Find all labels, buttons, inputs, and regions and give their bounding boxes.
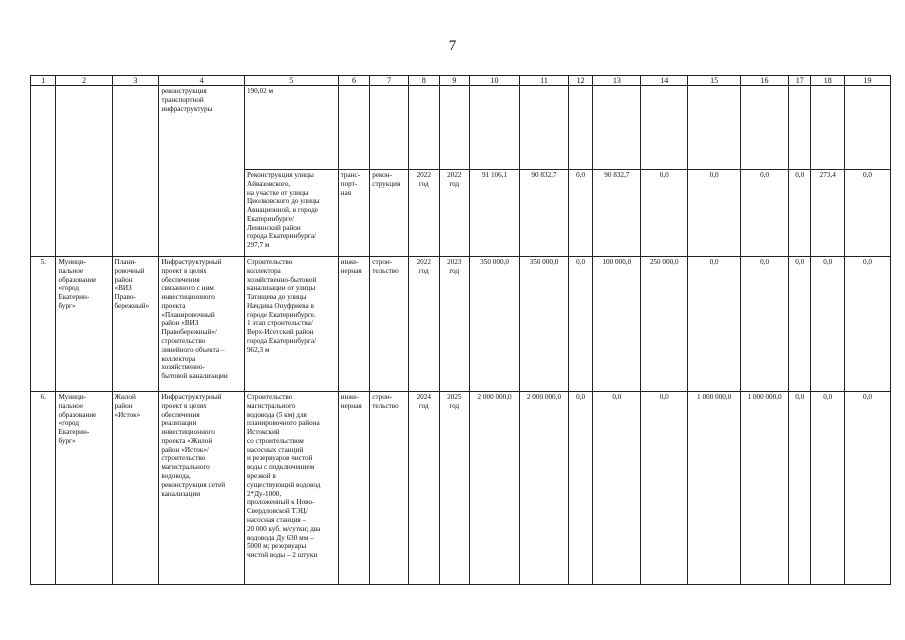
column-number: 4 <box>159 76 245 86</box>
cell-value: 90 832,7 <box>593 170 641 257</box>
column-number: 6 <box>338 76 370 86</box>
table-row <box>31 86 891 170</box>
column-number: 16 <box>741 76 789 86</box>
cell-end: 2023 год <box>439 257 470 392</box>
cell-value: 0,0 <box>741 170 789 257</box>
cell-municipality <box>56 86 112 257</box>
table-row <box>31 392 891 585</box>
cell-municipality: Муници- пальное образование «город Екатерин- бург» <box>56 257 112 392</box>
column-number: 13 <box>593 76 641 86</box>
cell-work: строи- тельство <box>370 257 409 392</box>
column-number: 5 <box>244 76 338 86</box>
column-number: 10 <box>470 76 520 86</box>
cell-value: 0,0 <box>811 392 845 585</box>
cell-value: 0,0 <box>789 257 811 392</box>
cell-start: 2022 год <box>408 257 439 392</box>
cell-value: 0,0 <box>641 392 688 585</box>
cell-object: Реконструкция улицы Айвазовского, на участке от улицы Циолковского до улицы Авиационной, в городе Екатеринбурге/ Ленинский район города Екатеринбурга/ 297,7 м <box>244 170 338 257</box>
cell-value: 350 000,0 <box>520 257 569 392</box>
page-number: 7 <box>448 38 457 54</box>
cell-value: 0,0 <box>568 257 592 392</box>
column-number-row <box>31 76 891 86</box>
cell-value: 0,0 <box>568 392 592 585</box>
cell-value <box>520 86 569 170</box>
cell-number: 5. <box>31 257 56 392</box>
cell-value: 0,0 <box>593 392 641 585</box>
cell-value: 0,0 <box>811 257 845 392</box>
cell-district <box>112 86 159 257</box>
cell-value <box>811 86 845 170</box>
cell-value: 0,0 <box>789 392 811 585</box>
cell-value: 0,0 <box>741 257 789 392</box>
column-number: 12 <box>568 76 592 86</box>
cell-number: 6. <box>31 392 56 585</box>
column-number: 1 <box>31 76 56 86</box>
cell-project: Инфраструктурный проект в целях обеспечения связанного с ним инвестиционного проекта «Планировочный район «ВИЗ Правобережный»/ строительство линейного объекта – коллектора хозяйственно- бытовой канализации <box>159 257 245 392</box>
cell-value: 350 000,0 <box>470 257 520 392</box>
cell-value: 100 000,0 <box>593 257 641 392</box>
column-number: 14 <box>641 76 688 86</box>
cell-value <box>789 86 811 170</box>
cell-value <box>741 86 789 170</box>
cell-type <box>338 86 370 170</box>
cell-value <box>641 86 688 170</box>
cell-object: Строительство магистрального водовода (5 км) для планировочного района Истокский со строительством насосных станций и резервуаров чистой воды с подключением врезкой в существующий водовод 2*Ду-1000, проложенный к Ново- Свердловской ТЭЦ/ насосная станция – 20 000 куб. м/сутки; два водовода Ду 630 мм – 5000 м; резервуары чистой воды – 2 штуки <box>244 392 338 585</box>
cell-value <box>688 86 741 170</box>
cell-value: 0,0 <box>688 257 741 392</box>
cell-start <box>408 86 439 170</box>
cell-object: 190,02 м <box>244 86 338 170</box>
cell-start: 2022 год <box>408 170 439 257</box>
column-number: 7 <box>370 76 409 86</box>
cell-value <box>593 86 641 170</box>
column-number: 18 <box>811 76 845 86</box>
cell-value: 0,0 <box>568 170 592 257</box>
cell-value: 0,0 <box>845 257 891 392</box>
cell-end: 2022 год <box>439 170 470 257</box>
column-number: 11 <box>520 76 569 86</box>
cell-value: 0,0 <box>845 392 891 585</box>
cell-value <box>568 86 592 170</box>
cell-project: Инфраструктурный проект в целях обеспечения реализации инвестиционного проекта «Жилой район «Исток»/ строительство магистрального водовода, реконструкция сетей канализации <box>159 392 245 585</box>
cell-project: реконструкция транспортной инфраструктуры <box>159 86 245 257</box>
cell-value: 0,0 <box>789 170 811 257</box>
cell-type: инже- нерная <box>338 257 370 392</box>
column-number: 15 <box>688 76 741 86</box>
table-row <box>31 257 891 392</box>
cell-value: 2 000 000,0 <box>520 392 569 585</box>
column-number: 8 <box>408 76 439 86</box>
cell-value: 250 000,0 <box>641 257 688 392</box>
cell-work: рекон- струкция <box>370 170 409 257</box>
column-number: 3 <box>112 76 159 86</box>
cell-value: 90 832,7 <box>520 170 569 257</box>
cell-number <box>31 86 56 257</box>
column-number: 9 <box>439 76 470 86</box>
cell-value: 0,0 <box>845 170 891 257</box>
cell-object: Строительство коллектора хозяйственно-бытовой канализации от улицы Татищева до улицы Начдива Онуфриева в городе Екатеринбурге. 1 этап строительства/ Верх-Исетский район города Екатеринбурга/ 962,3 м <box>244 257 338 392</box>
cell-start: 2024 год <box>408 392 439 585</box>
cell-type: инже- нерная <box>338 392 370 585</box>
cell-municipality: Муници- пальное образование «город Екатерин- бург» <box>56 392 112 585</box>
cell-value <box>470 86 520 170</box>
cell-value: 0,0 <box>641 170 688 257</box>
cell-district: Плани- ровочный район «ВИЗ Право- бережный» <box>112 257 159 392</box>
cell-value: 2 000 000,0 <box>470 392 520 585</box>
cell-value: 1 000 000,0 <box>741 392 789 585</box>
cell-type: транс- порт- ная <box>338 170 370 257</box>
column-number: 2 <box>56 76 112 86</box>
cell-end <box>439 86 470 170</box>
investment-projects-table <box>30 75 891 585</box>
cell-value: 0,0 <box>688 170 741 257</box>
cell-district: Жилой район «Исток» <box>112 392 159 585</box>
cell-value: 273,4 <box>811 170 845 257</box>
cell-work <box>370 86 409 170</box>
cell-work: строи- тельство <box>370 392 409 585</box>
cell-value: 91 106,1 <box>470 170 520 257</box>
column-number: 19 <box>845 76 891 86</box>
column-number: 17 <box>789 76 811 86</box>
cell-value <box>845 86 891 170</box>
cell-end: 2025 год <box>439 392 470 585</box>
cell-value: 1 000 000,0 <box>688 392 741 585</box>
